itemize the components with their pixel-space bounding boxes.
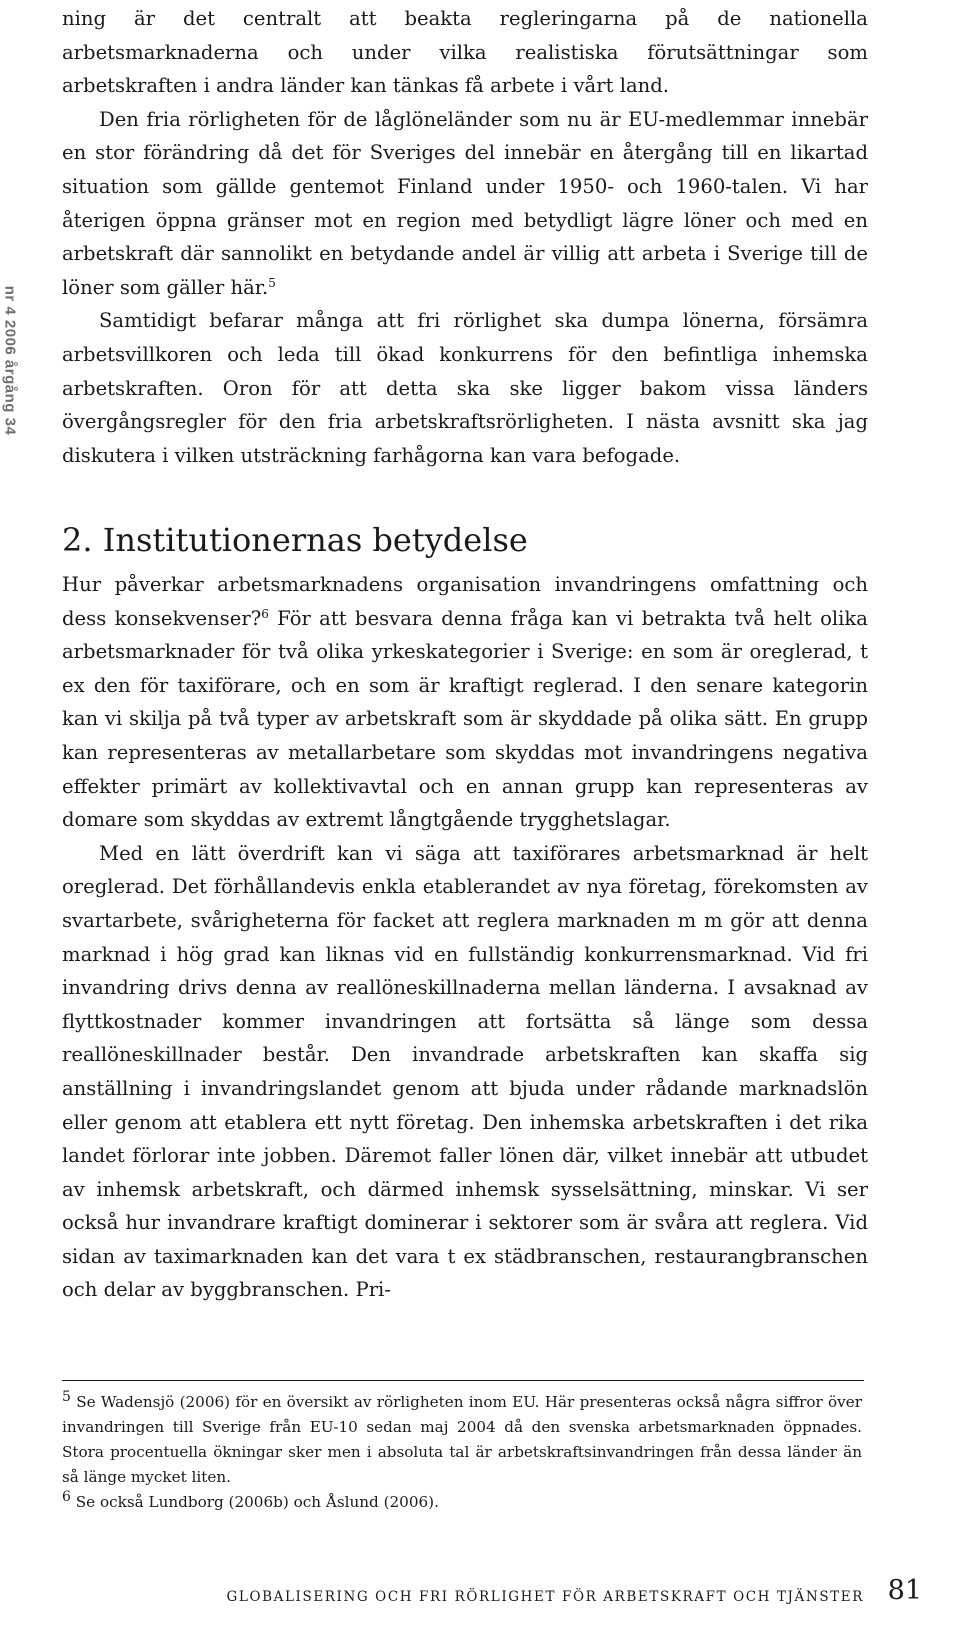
- paragraph-free-movement-text: Den fria rörligheten för de låglöneländer som nu är EU-medlemmar innebär en stor förändring då det för Sveriges del innebär en återgång till en likartad situation som gällde gentemot Finland under 1950- och 1960-talen. Vi har återigen öppna gränser mot en region med betydligt lägre löner och med en arbetskraft där sannolikt en betydande andel är villig att arbeta i Sverige till de löner som gäller här.: [62, 107, 868, 299]
- issue-label-text: nr 4 2006 årgång 34: [1, 285, 19, 435]
- section-heading: 2. Institutionernas betydelse: [62, 521, 528, 559]
- paragraph-taxi-market: Med en lätt överdrift kan vi säga att taxiförares arbetsmarknad är helt oreglerad. Det förhållandevis enkla etablerandet av nya företag, förekomsten av svartarbete, svårigheterna för facket att reglera marknaden m m gör att denna marknad i hög grad kan liknas vid en fullständig konkurrensmarknad. Vid fri invandring drivs denna av reallöneskillnaderna mellan länderna. I avsaknad av flyttkostnader kommer invandringen att fortsätta så länge som dessa reallöneskillnader består. Den invandrade arbetskraften kan skaffa sig anställning i invandringslandet genom att bjuda under rådande marknadslön eller genom att etablera ett nytt företag. Den inhemska arbetskraften i det rika landet förlorar inte jobben. Däremot faller lönen där, vilket innebär att utbudet av inhemsk arbetskraft, och därmed inhemsk sysselsättning, minskar. Vi ser också hur invandrare kraftigt dominerar i sektorer som är svåra att reglera. Vid sidan av taximarknaden kan det vara t ex städbranschen, restaurangbranschen och delar av byggbranschen. Pri-: [62, 841, 868, 1302]
- running-title: GLOBALISERING OCH FRI RÖRLIGHET FÖR ARBETSKRAFT OCH TJÄNSTER: [226, 1589, 864, 1605]
- footnote-number: 5: [62, 1389, 71, 1405]
- page-number: 81: [887, 1575, 922, 1606]
- footnote-number: 6: [62, 1489, 71, 1505]
- footnote-ref-6[interactable]: 6: [261, 606, 269, 621]
- paragraph-continuation: ning är det centralt att beakta regleringarna på de nationella arbetsmarknaderna och under vilka realistiska förutsättningar som arbetskraften i andra länder kan tänkas få arbete i vårt land.: [62, 7, 868, 98]
- issue-side-label: [0, 250, 30, 470]
- paragraph-institutions-question: Hur påverkar arbetsmarknadens organisation invandringens omfattning och dess konsekvenser?: [62, 573, 868, 630]
- footnote-6: [62, 1490, 862, 1515]
- footnote-ref-5[interactable]: 5: [268, 275, 276, 290]
- footnote-divider: [62, 1380, 864, 1381]
- page-footer: [62, 1575, 922, 1615]
- top-text-block: [62, 2, 868, 472]
- paragraph-institutions: [62, 568, 868, 837]
- paragraph-wage-dumping: Samtidigt befarar många att fri rörlighet ska dumpa lönerna, försämra arbetsvillkoren och leda till ökad konkurrens för den befintliga inhemska arbetskraften. Oron för att detta ska ske ligger bakom vissa länders övergångsregler för den fria arbetskraftsrörligheten. I nästa avsnitt ska jag diskutera i vilken utsträckning farhågorna kan vara befogade.: [62, 309, 868, 467]
- section-text-block: [62, 568, 868, 1307]
- paragraph-institutions-text: För att besvara denna fråga kan vi betrakta två helt olika arbetsmarknader för två olika yrkeskategorier i Sverige: en som är oreglerad, t ex den för taxiförare, och en som är kraftigt reglerad. I den senare kategorin kan vi skilja på två typer av arbetskraft som är skyddade på olika sätt. En grupp kan representeras av metallarbetare som skyddas mot invandringens negativa effekter primärt av kollektivavtal och en annan grupp kan representeras av domare som skyddas av extremt långtgående trygghetslagar.: [62, 606, 868, 832]
- footnote-text: Se Wadensjö (2006) för en översikt av rörligheten inom EU. Här presenteras också några siffror över invandringen till Sverige från EU-10 sedan maj 2004 då den svenska arbetsmarknaden öppnades. Stora procentuella ökningar sker men i absoluta tal är arbetskraftsinvandringen från dessa länder än så länge mycket liten.: [62, 1393, 862, 1486]
- footnote-5: [62, 1390, 862, 1490]
- footnote-text: Se också Lundborg (2006b) och Åslund (2006).: [75, 1493, 439, 1511]
- footnotes: [62, 1390, 862, 1515]
- paragraph-free-movement: [62, 103, 868, 305]
